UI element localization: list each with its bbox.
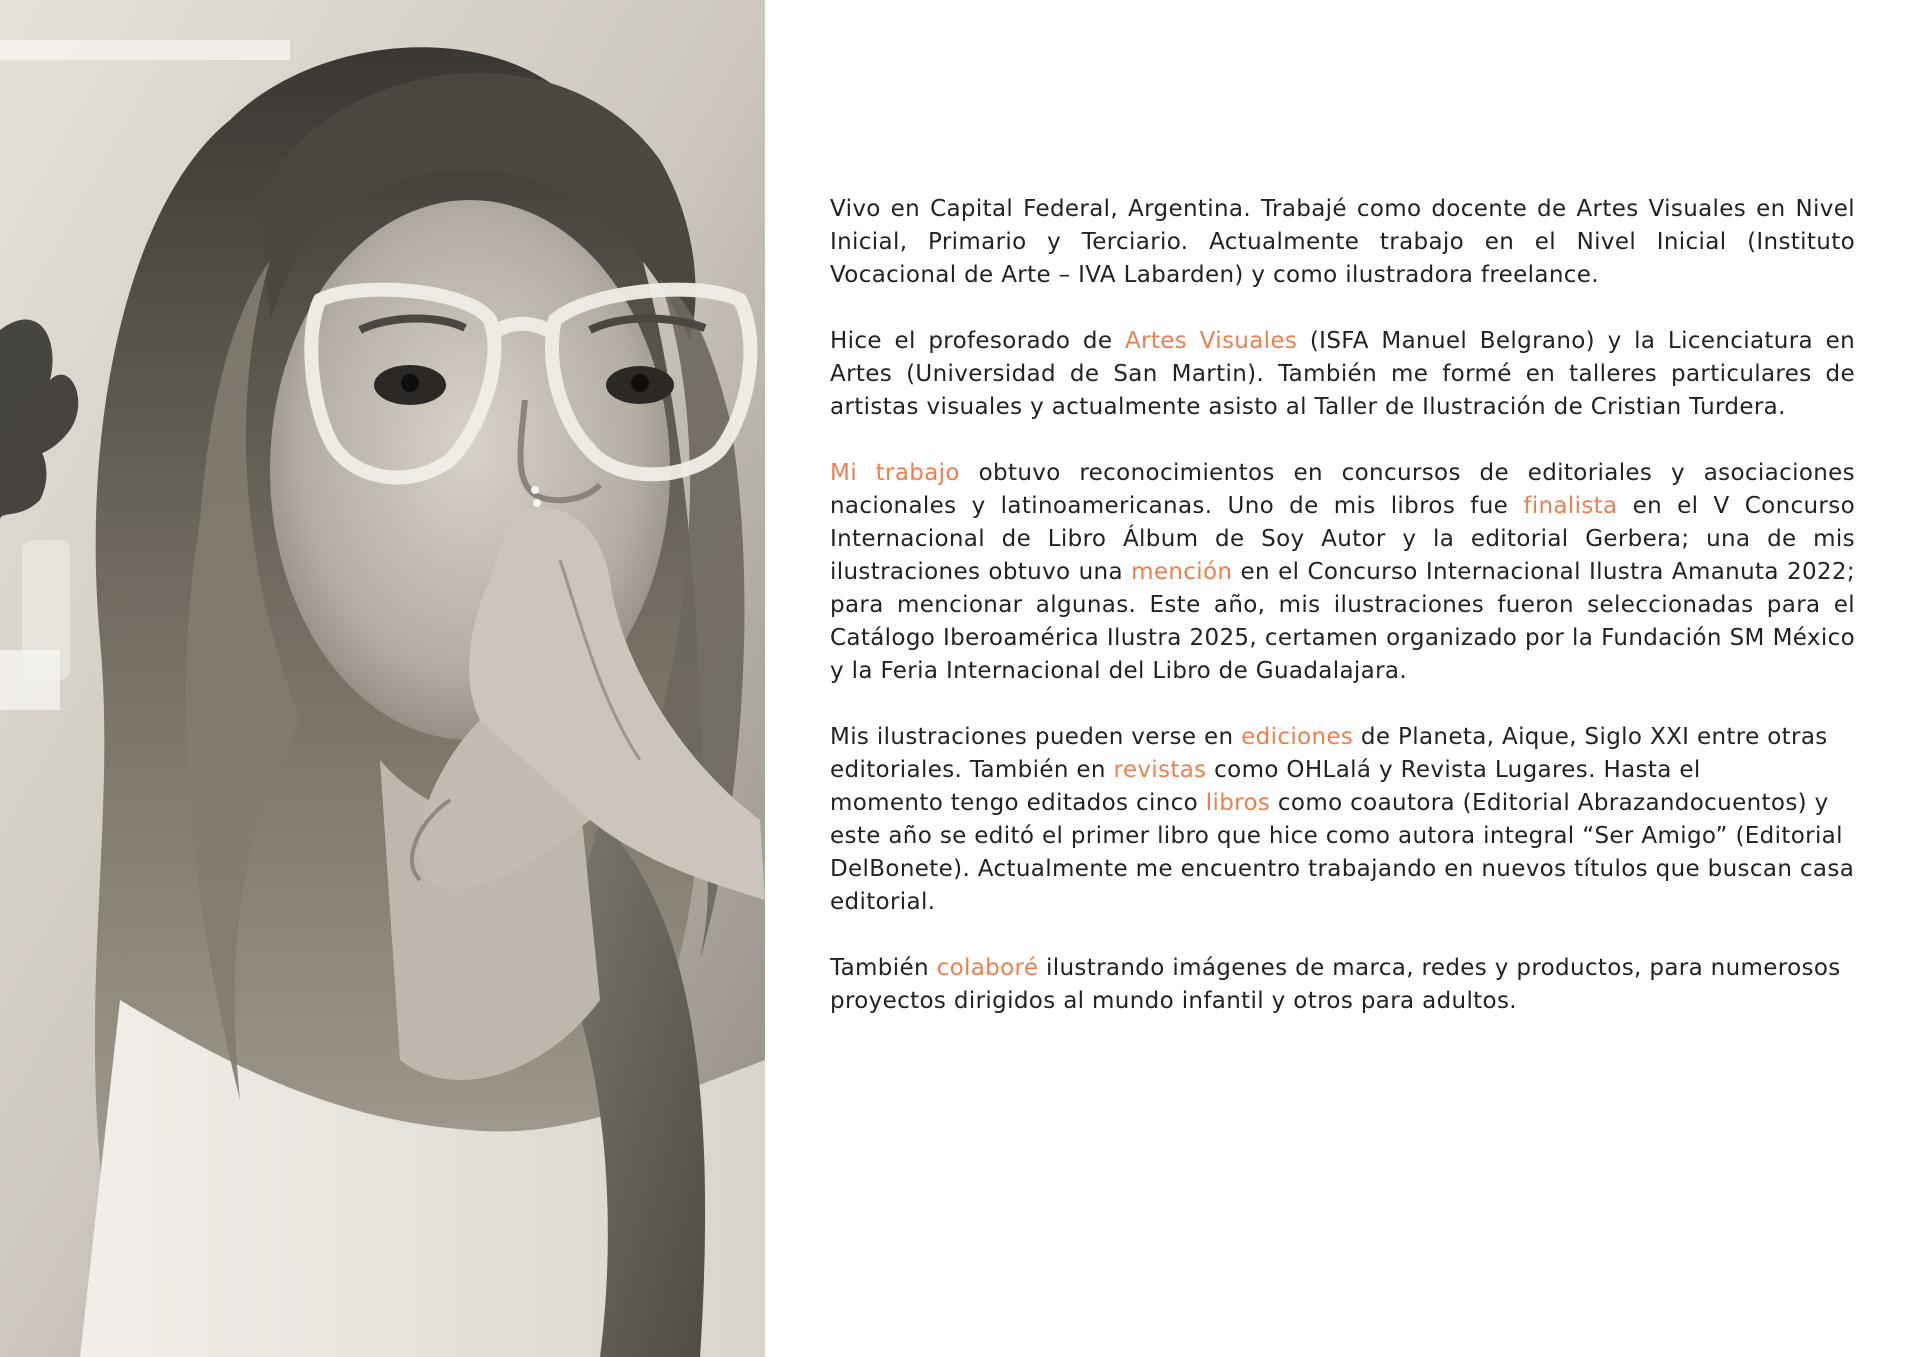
bio-p4-text-4: momento tengo editados cinco [830, 790, 1206, 816]
bio-p4-text-2: de Planeta, Aique, Siglo XXI entre otras editoriales. También en [830, 724, 1828, 783]
bio-p5-text-1: También [830, 955, 937, 981]
link-finalista[interactable]: finalista [1523, 493, 1618, 519]
bio-paragraph-4 [830, 721, 1855, 919]
bio-p3-text-3: en el Concurso Internacional Ilustra Amanuta 2022; para mencionar algunas. Este año, mis ilustraciones fueron seleccionadas para el Catálogo Iberoamérica Ilustra 2025, certamen organizado por la Fundación SM México y la Feria Internacional del Libro de Guadalajara. [830, 559, 1856, 684]
bio-p4-text-3: como OHLalá y Revista Lugares. Hasta el [1206, 757, 1701, 783]
bio-p3-text-2: en el V Concurso Internacional de Libro Álbum de Soy Autor y la editorial Gerbera; una de mis ilustraciones obtuvo una [830, 493, 1855, 585]
link-colabore[interactable]: colaboré [936, 955, 1039, 981]
bio-p1-text: Vivo en Capital Federal, Argentina. Trabajé como docente de Artes Visuales en Nivel Inicial, Primario y Terciario. Actualmente trabajo en el Nivel Inicial (Instituto Vocacional de Arte – IVA Labarden) y como ilustradora freelance. [830, 196, 1855, 288]
bio-p5-text-2: ilustrando imágenes de marca, redes y productos, para numerosos proyectos dirigidos al mundo infantil y otros para adultos. [830, 955, 1841, 1014]
bio-panel [765, 0, 1920, 1357]
bio-p2-text-2: (ISFA Manuel Belgrano) y la Licenciatura en Artes (Universidad de San Martin). También me formé en talleres particulares de artistas visuales y actualmente asisto al Taller de Ilustración de Cristian Turdera. [830, 328, 1856, 420]
portrait-illustration [0, 0, 765, 1357]
link-mencion[interactable]: mención [1131, 559, 1233, 585]
link-ediciones[interactable]: ediciones [1241, 724, 1354, 750]
bio-paragraph-5 [830, 952, 1855, 1018]
link-artes-visuales[interactable]: Artes Visuales [1124, 328, 1298, 354]
bio-paragraph-3 [830, 457, 1855, 688]
bio-p2-text-1: Hice el profesorado de [830, 328, 1125, 354]
bio-paragraph-2 [830, 325, 1855, 424]
link-mi-trabajo[interactable]: Mi trabajo [830, 460, 960, 486]
link-libros[interactable]: libros [1205, 790, 1271, 816]
bio-p3-text-1: obtuvo reconocimientos en concursos de editoriales y asociaciones nacionales y latinoamericanas. Uno de mis libros fue [830, 460, 1855, 519]
bio-p4-text-5: como coautora (Editorial Abrazandocuentos) y este año se editó el primer libro que hice como autora integral “Ser Amigo” (Editorial DelBonete). Actualmente me encuentro trabajando en nuevos títulos que buscan casa editorial. [830, 790, 1855, 915]
link-revistas[interactable]: revistas [1113, 757, 1207, 783]
bio-paragraph-1 [830, 193, 1855, 292]
portrait-photo [0, 0, 765, 1357]
bio-p4-text-1: Mis ilustraciones pueden verse en [830, 724, 1242, 750]
bio-text [830, 193, 1855, 1051]
